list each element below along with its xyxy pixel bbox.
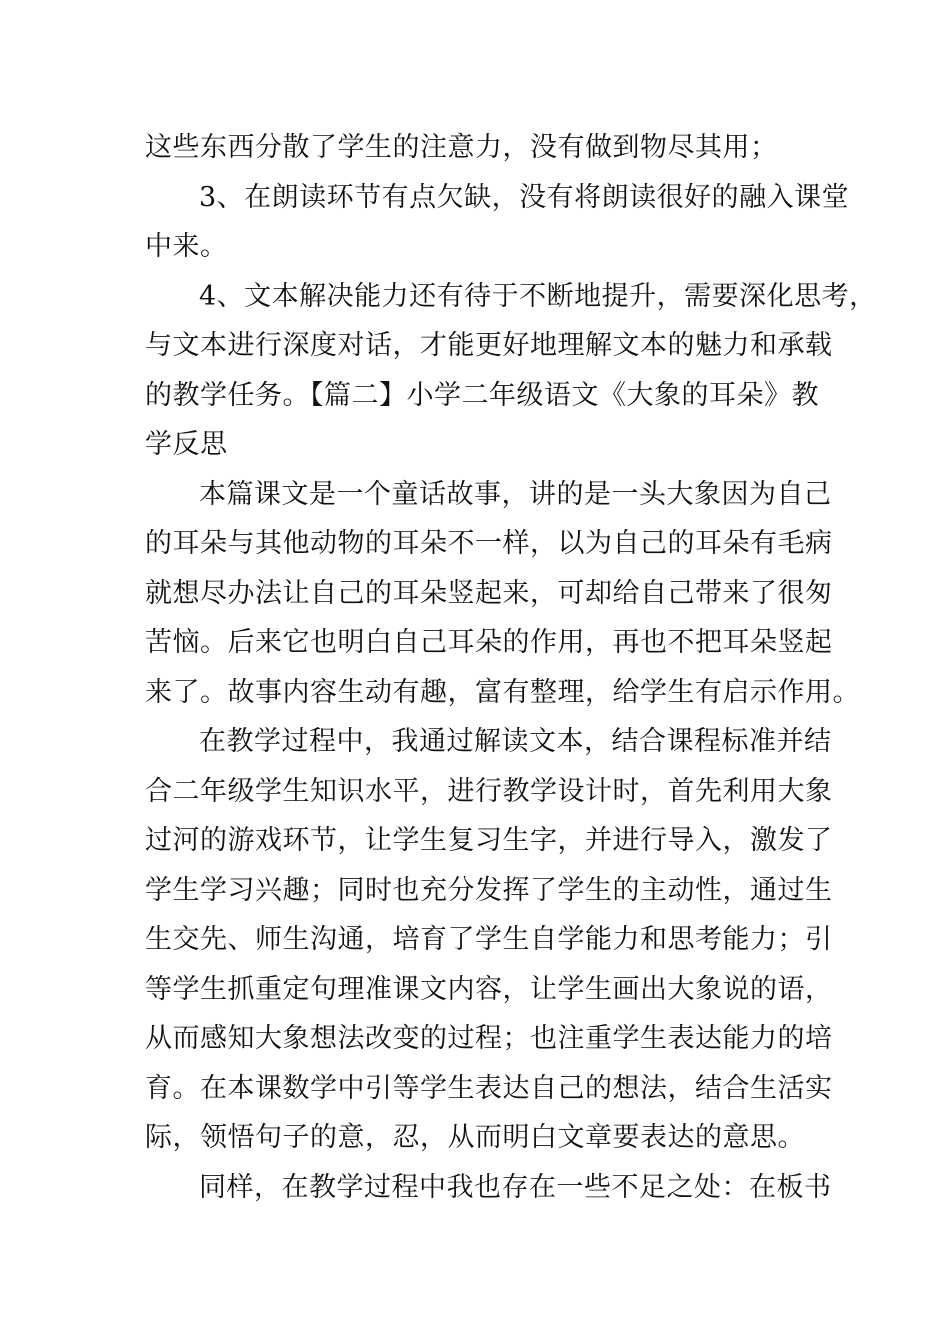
text-line: 从而感知大象想法改变的过程；也注重学生表达能力的培 bbox=[145, 1023, 833, 1054]
document-body bbox=[145, 123, 877, 1212]
text-line: 学生学习兴趣；同时也充分发挥了学生的主动性，通过生 bbox=[145, 874, 833, 906]
text-line: 的教学任务。【篇二】小学二年级语文《大象的耳朵》教 bbox=[145, 379, 819, 411]
text-line: 本篇课文是一个童话故事，讲的是一头大象因为自己 bbox=[199, 478, 832, 510]
text-line: 在教学过程中，我通过解读文本，结合课程标准并结 bbox=[199, 726, 832, 757]
text-line: 来了。故事内容生动有趣，富有整理，给学生有启示作用。 bbox=[145, 676, 860, 708]
text-line: 育。在本课数学中引等学生表达自己的想法，结合生活实 bbox=[145, 1072, 833, 1104]
text-line: 苦恼。后来它也明白自己耳朵的作用，再也不把耳朵竖起 bbox=[145, 627, 833, 658]
text-line: 3、在朗读环节有点欠缺，没有将朗读很好的融入课堂 bbox=[199, 181, 850, 213]
text-line: 中来。 bbox=[145, 231, 228, 262]
text-line: 合二年级学生知识水平，进行教学设计时，首先利用大象 bbox=[145, 775, 833, 807]
text-line: 与文本进行深度对话，才能更好地理解文本的魅力和承载 bbox=[145, 330, 833, 361]
text-line: 生交先、师生沟通，培育了学生自学能力和思考能力；引 bbox=[145, 924, 833, 955]
text-line: 4、文本解决能力还有待于不断地提升，需要深化思考， bbox=[199, 280, 877, 312]
text-line: 就想尽办法让自己的耳朵竖起来，可却给自己带来了很匆 bbox=[145, 577, 833, 609]
text-line: 学反思 bbox=[145, 429, 228, 460]
text-line: 际，领悟句子的意，忍，从而明白文章要表达的意思。 bbox=[145, 1122, 805, 1153]
text-line: 的耳朵与其他动物的耳朵不一样，以为自己的耳朵有毛病 bbox=[145, 528, 833, 559]
text-line: 过河的游戏环节，让学生复习生字，并进行导入，激发了 bbox=[145, 825, 833, 856]
text-line: 同样，在教学过程中我也存在一些不足之处：在板书 bbox=[199, 1171, 832, 1203]
text-line: 等学生抓重定句理准课文内容，让学生画出大象说的语， bbox=[145, 973, 833, 1005]
text-line: 这些东西分散了学生的注意力，没有做到物尽其用； bbox=[145, 132, 778, 163]
